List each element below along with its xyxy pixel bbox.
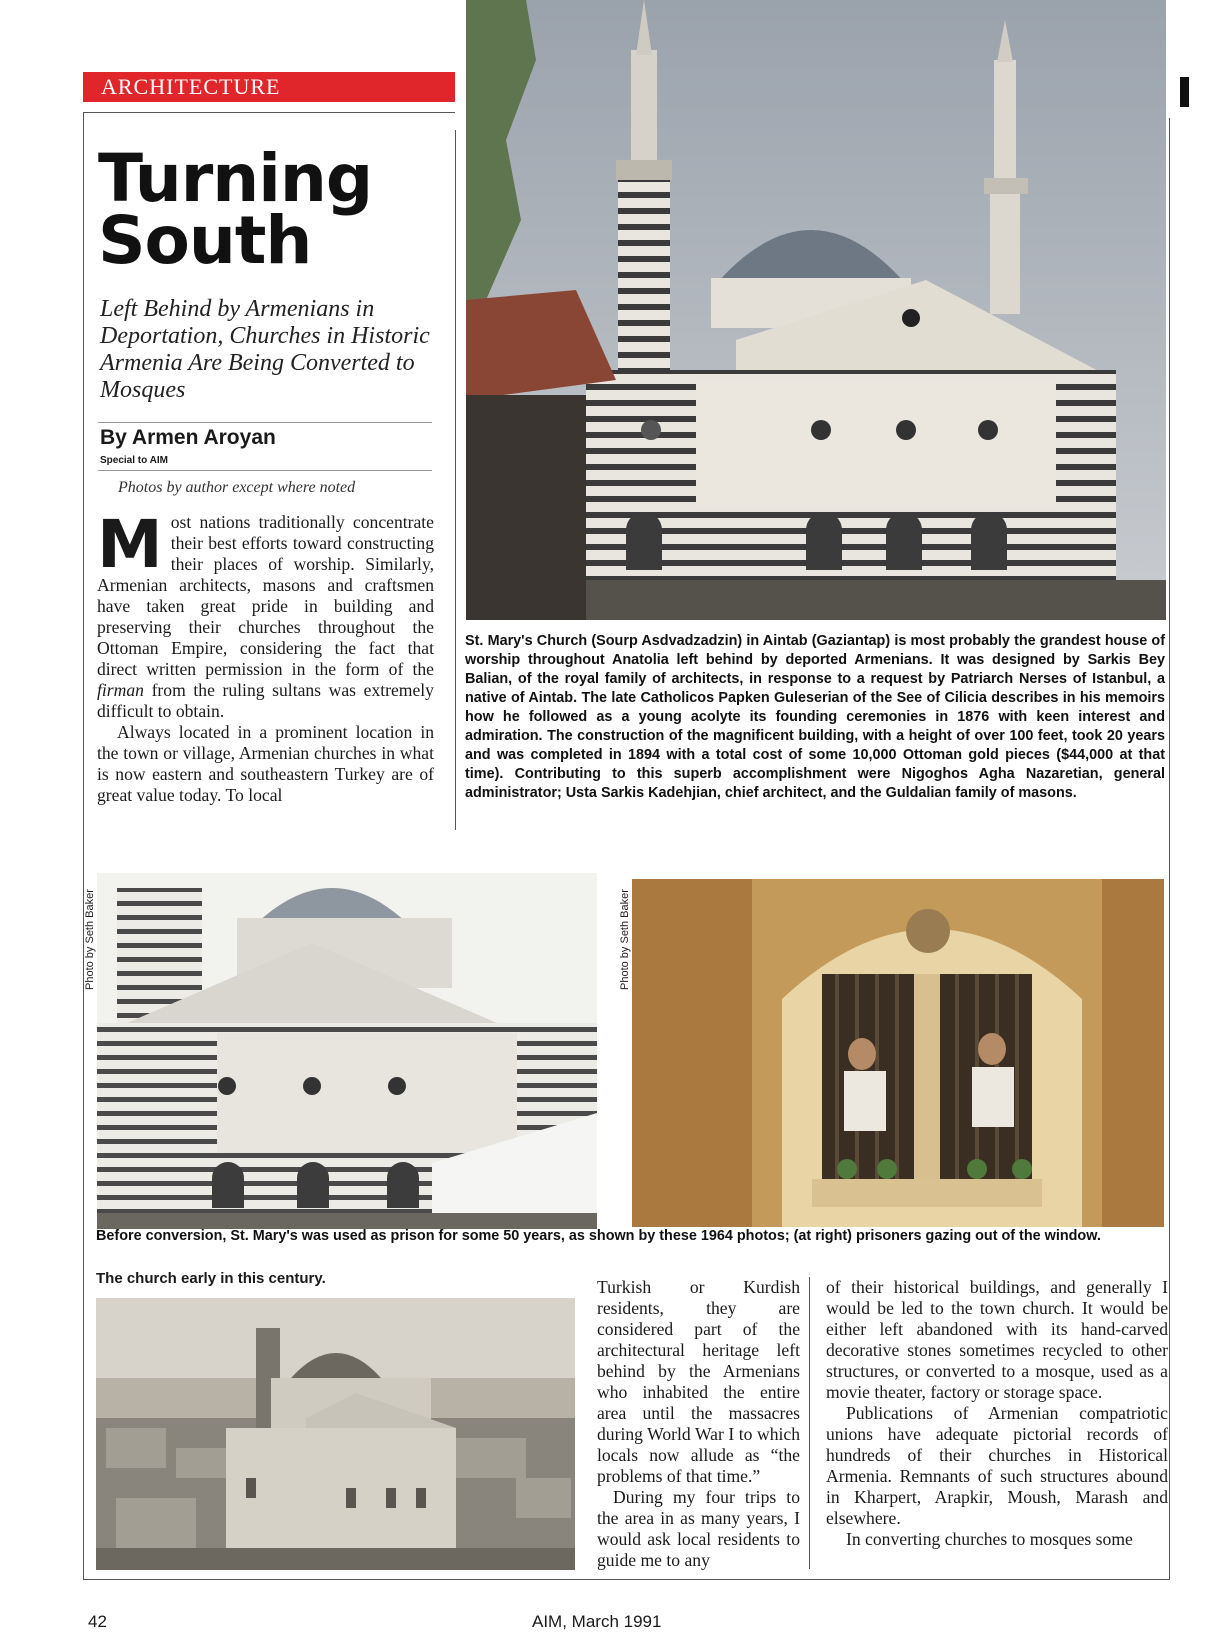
right-frame-line: [1169, 118, 1170, 1580]
col-divider-bottom: [809, 1277, 810, 1569]
body-column-3: [826, 1277, 1168, 1550]
left-frame-line: [83, 112, 84, 1580]
byline-rule-bottom: [98, 470, 432, 471]
page-edge-mark: [1180, 77, 1189, 107]
col1-paragraph-1: [97, 506, 434, 722]
magazine-issue: AIM, March 1991: [532, 1612, 662, 1631]
caption-main-photo: St. Mary's Church (Sourp Asdvadzadzin) in Aintab (Gaziantap) is most probably the grandest house of worship throughout Anatolia left behind by deported Armenians. It was designed by Sarkis Bey Balian, of the royal family of architects, in response to a request by Patriarch Nerses of Istanbul, a native of Aintab. The late Catholicos Papken Guleserian of the See of Cilicia describes in his memoirs how he followed as a young acolyte its founding ceremonies in 1876 with keen interest and admiration. The construction of the magnificent building, with a height of over 100 feet, took 20 years and was completed in 1894 with a total cost of some 10,000 Ottoman gold pieces ($44,000 at that time). Contributing to this superb accomplishment were Nigoghos Agha Nazaretian, general administrator; Usta Sarkis Kadehjian, chief architect, and the Guldalian family of masons.: [465, 633, 1165, 801]
photo-church-early-century: [96, 1298, 575, 1570]
col1-paragraph-2: Always located in a prominent location in the town or village, Armenian churches in what is now eastern and southeastern Turkey are of great value today. To local: [97, 722, 434, 805]
byline-author: By Armen Aroyan: [100, 426, 276, 449]
photo-prisoners-window: [632, 879, 1164, 1227]
caption-early-photo: The church early in this century.: [96, 1270, 326, 1287]
photo-credit-left: Photo by Seth Baker: [84, 889, 96, 990]
col3-paragraph-2: Publications of Armenian compatriotic unions have adequate pictorial records of hundreds of their churches in Historical Armenia. Remnants of such structures abound in Kharpert, Arapkir, Moush, Marash and elsewhere.: [826, 1403, 1168, 1528]
col2-paragraph-1: Turkish or Kurdish residents, they are considered part of the architectural heritage left behind by the Armenians who inhabited the entire area until the massacres during World War I to which locals now allude as “the problems of that time.”: [597, 1277, 800, 1486]
col1-p1-end: from the ruling sultans was extremely difficult to obtain.: [97, 680, 434, 721]
section-label: ARCHITECTURE: [83, 72, 455, 102]
photo-mosque-main: [466, 0, 1166, 620]
headline-line-2: South: [98, 202, 312, 279]
col3-paragraph-1: of their historical buildings, and generally I would be led to the town church. It would be either left abandoned with its hand-carved decorative stones sometimes recycled to other structures, or converted to a mosque, used as a movie theater, factory or storage space.: [826, 1277, 1168, 1402]
body-column-1: [97, 506, 434, 806]
col3-paragraph-3: In converting churches to mosques some: [846, 1529, 1133, 1549]
byline-rule-top: [98, 422, 432, 423]
body-column-2: [597, 1277, 800, 1571]
col2-paragraph-2: During my four trips to the area in as many years, I would ask local residents to guide me to any: [597, 1487, 800, 1570]
page-number: 42: [88, 1612, 107, 1631]
photos-credit: Photos by author except where noted: [118, 479, 356, 496]
col1-p1-text: ost nations traditionally concentrate their best efforts toward constructing their places of worship. Similarly, Armenian architects, masons and craftsmen have taken great pride in building and preserving their churches throughout the Ottoman Empire, considering the fact that direct written permission in the form of the: [97, 512, 434, 679]
byline-special: Special to AIM: [100, 455, 168, 466]
col1-italic-term: firman: [97, 680, 144, 700]
photo-credit-right: Photo by Seth Baker: [619, 889, 631, 990]
headline: [98, 140, 438, 279]
caption-prison-photos: Before conversion, St. Mary's was used as prison for some 50 years, as shown by these 1964 photos; (at right) prisoners gazing out of the window.: [96, 1228, 1101, 1244]
drop-cap: M: [97, 506, 163, 583]
column-divider-line: [455, 130, 456, 830]
photo-church-prison-exterior: [97, 873, 597, 1229]
bottom-frame-line: [83, 1579, 1169, 1580]
headline-line-1: Turning: [98, 140, 373, 217]
deck: Left Behind by Armenians in Deportation, Churches in Historic Armenia Are Being Converted to Mosques: [100, 296, 430, 403]
top-frame-line: [83, 112, 455, 113]
